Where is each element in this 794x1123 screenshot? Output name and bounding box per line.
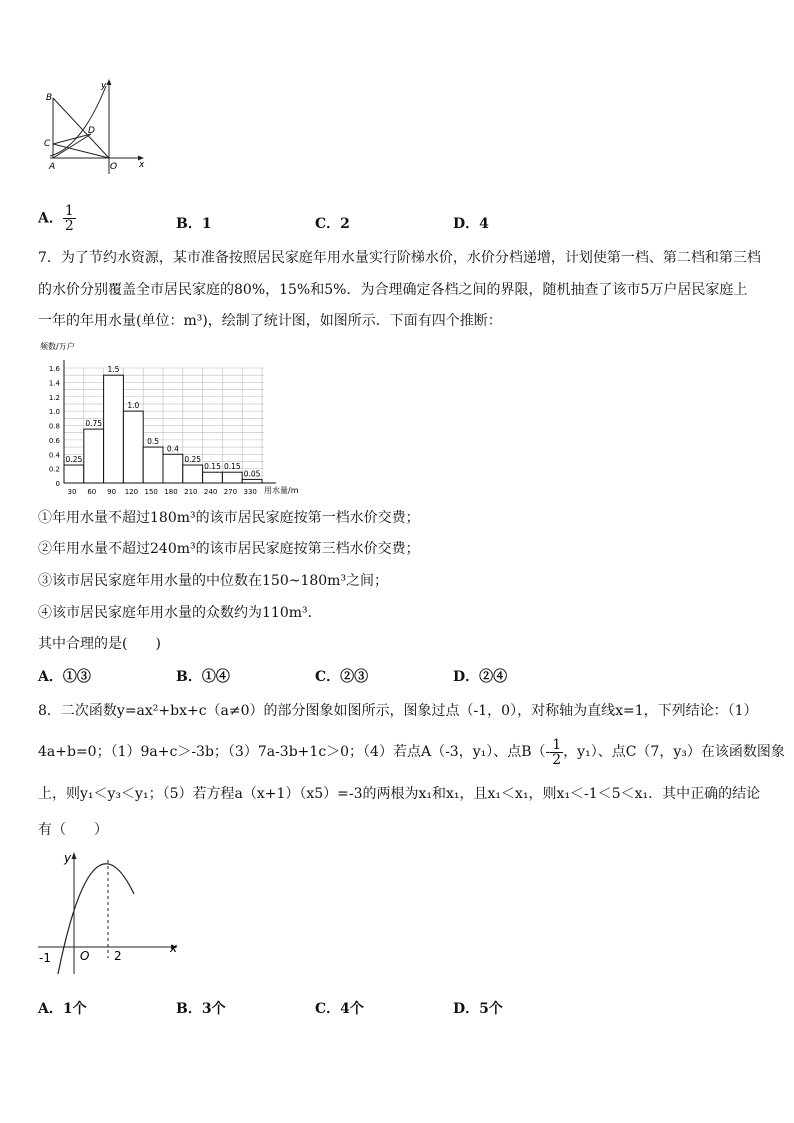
- bar-value-label: 0.4: [166, 444, 179, 454]
- y-tick-label: 1.4: [48, 379, 60, 388]
- histogram-bar: [183, 465, 203, 483]
- q8-label-o: O: [80, 949, 90, 963]
- q7-option-c[interactable]: C．②③: [315, 669, 369, 685]
- x-tick-label: 60: [87, 488, 97, 496]
- histogram-bar: [123, 411, 143, 483]
- q7-option-d[interactable]: D．②④: [453, 669, 508, 685]
- q8-fraction: [550, 738, 563, 767]
- q8-label-y: y: [64, 851, 72, 865]
- bar-value-label: 0.75: [85, 419, 103, 429]
- q6-option-a[interactable]: [38, 204, 76, 233]
- q6-option-a-prefix: A．: [38, 210, 63, 227]
- histogram-x-axis-title: 用水量/m: [264, 486, 299, 495]
- q8-label-neg1: -1: [39, 951, 51, 965]
- x-tick-label: 240: [203, 488, 218, 496]
- x-tick-label: 120: [124, 488, 139, 496]
- q8-line-4: 有（ ）: [38, 822, 108, 838]
- histogram-bar: [143, 447, 163, 483]
- bar-value-label: 1.0: [127, 401, 140, 411]
- x-tick-label: 180: [164, 488, 178, 496]
- q8-line-3: 上，则y₁＜y₃＜y₁；（5）若方程a（x+1）（x5）=-3的两根为x₁和x₁，且x₁＜x₁，则x₁＜-1＜5＜x₁．其中正确的结论: [38, 786, 761, 802]
- water-usage-histogram: [36, 338, 311, 498]
- x-tick-label: 90: [107, 488, 117, 496]
- bar-value-label: 0.5: [147, 437, 160, 447]
- y-tick-label: 0.4: [48, 451, 60, 460]
- bar-value-label: 0.25: [184, 455, 202, 465]
- histogram-bar: [84, 429, 104, 483]
- q6-label-d: D: [88, 126, 95, 136]
- q6-label-x: x: [139, 160, 145, 170]
- q8-line-2: [38, 734, 785, 770]
- bar-value-label: 1.5: [107, 365, 120, 375]
- q7-statement-1: ①年用水量不超过180m³的该市居民家庭按第一档水价交费；: [38, 510, 420, 526]
- q7-option-b[interactable]: B．①④: [176, 669, 230, 685]
- q8-option-c[interactable]: C．4个: [315, 1001, 364, 1017]
- q8-option-b[interactable]: B．3个: [176, 1001, 226, 1017]
- histogram-bar: [203, 472, 223, 483]
- x-tick-label: 330: [243, 488, 257, 496]
- q8-label-x: x: [170, 941, 178, 955]
- x-tick-label: 150: [144, 488, 158, 496]
- histogram-bar: [104, 375, 124, 483]
- q8-label-2: 2: [114, 949, 122, 963]
- q8-line-1: 8．二次函数y=ax²+bx+c（a≠0）的部分图象如图所示，图象过点（-1，0），对称轴为直线x=1，下列结论：（1）: [38, 703, 758, 719]
- q8-option-d[interactable]: D．5个: [453, 1001, 503, 1017]
- q6-option-d[interactable]: D．4: [453, 216, 489, 232]
- histogram-bar: [64, 465, 84, 483]
- q6-option-a-num: 1: [64, 203, 74, 219]
- q7-option-a[interactable]: A．①③: [38, 669, 91, 685]
- q8-fraction-num: 1: [552, 736, 562, 753]
- q6-label-o: O: [110, 162, 118, 172]
- x-tick-label: 30: [67, 488, 77, 496]
- bar-value-label: 0.15: [204, 462, 221, 472]
- q6-label-y: y: [101, 81, 107, 91]
- x-tick-label: 270: [223, 488, 238, 496]
- q8-parabola-figure: [34, 846, 184, 976]
- q7-statement-4: ④该市居民家庭年用水量的众数约为110m³．: [38, 605, 322, 621]
- q8-option-a[interactable]: A．1个: [38, 1001, 87, 1017]
- bar-value-label: 0.25: [65, 455, 83, 465]
- histogram-bar: [222, 472, 242, 483]
- q6-label-b: B: [46, 93, 53, 103]
- bar-value-label: 0.15: [223, 462, 241, 472]
- q6-figure: [36, 76, 156, 176]
- histogram-bar: [242, 479, 262, 483]
- q8-line-2-post: ，y₁）、点C（7，y₃）在该函数图象: [563, 744, 785, 760]
- y-tick-label: 1.6: [48, 365, 60, 373]
- y-tick-label: 0.6: [48, 436, 60, 445]
- q7-statement-2: ②年用水量不超过240m³的该市居民家庭按第三档水价交费；: [38, 541, 420, 557]
- q6-option-a-den: 2: [64, 218, 74, 234]
- y-tick-label: 0.8: [48, 422, 60, 431]
- histogram-bar: [163, 454, 183, 483]
- q8-fraction-den: 2: [552, 751, 562, 768]
- y-tick-label: 0: [55, 480, 60, 488]
- q6-option-b[interactable]: B．1: [176, 216, 212, 232]
- y-tick-label: 0.2: [48, 465, 60, 474]
- q7-ask: 其中合理的是( ): [38, 636, 161, 652]
- q7-line-3: 一年的年用水量(单位：m³)，绘制了统计图，如图所示．下面有四个推断：: [38, 313, 502, 329]
- q7-line-2: 的水价分别覆盖全市居民家庭的80%，15%和5%．为合理确定各档之间的界限，随机抽查了该市5万户居民家庭上: [38, 282, 748, 298]
- q7-line-1: 7．为了节约水资源，某市准备按照居民家庭年用水量实行阶梯水价，水价分档递增，计划使第一档、第二档和第三档: [38, 250, 761, 266]
- q6-option-a-fraction: [63, 204, 76, 233]
- q7-statement-3: ③该市居民家庭年用水量的中位数在150~180m³之间；: [38, 573, 389, 589]
- q6-label-c: C: [44, 139, 51, 149]
- q6-label-a: A: [49, 162, 56, 172]
- q6-option-c[interactable]: C．2: [315, 216, 350, 232]
- x-tick-label: 210: [184, 488, 198, 496]
- bar-value-label: 0.05: [243, 469, 261, 479]
- histogram-y-axis-title: 频数/万户: [40, 342, 75, 351]
- q8-line-2-pre: 4a+b=0；（1）9a+c＞-3b；（3）7a-3b+1c＞0；（4）若点A（-3，y₁）、点B（-: [38, 744, 551, 760]
- y-tick-label: 1.2: [48, 393, 60, 402]
- y-tick-label: 1.0: [48, 408, 60, 417]
